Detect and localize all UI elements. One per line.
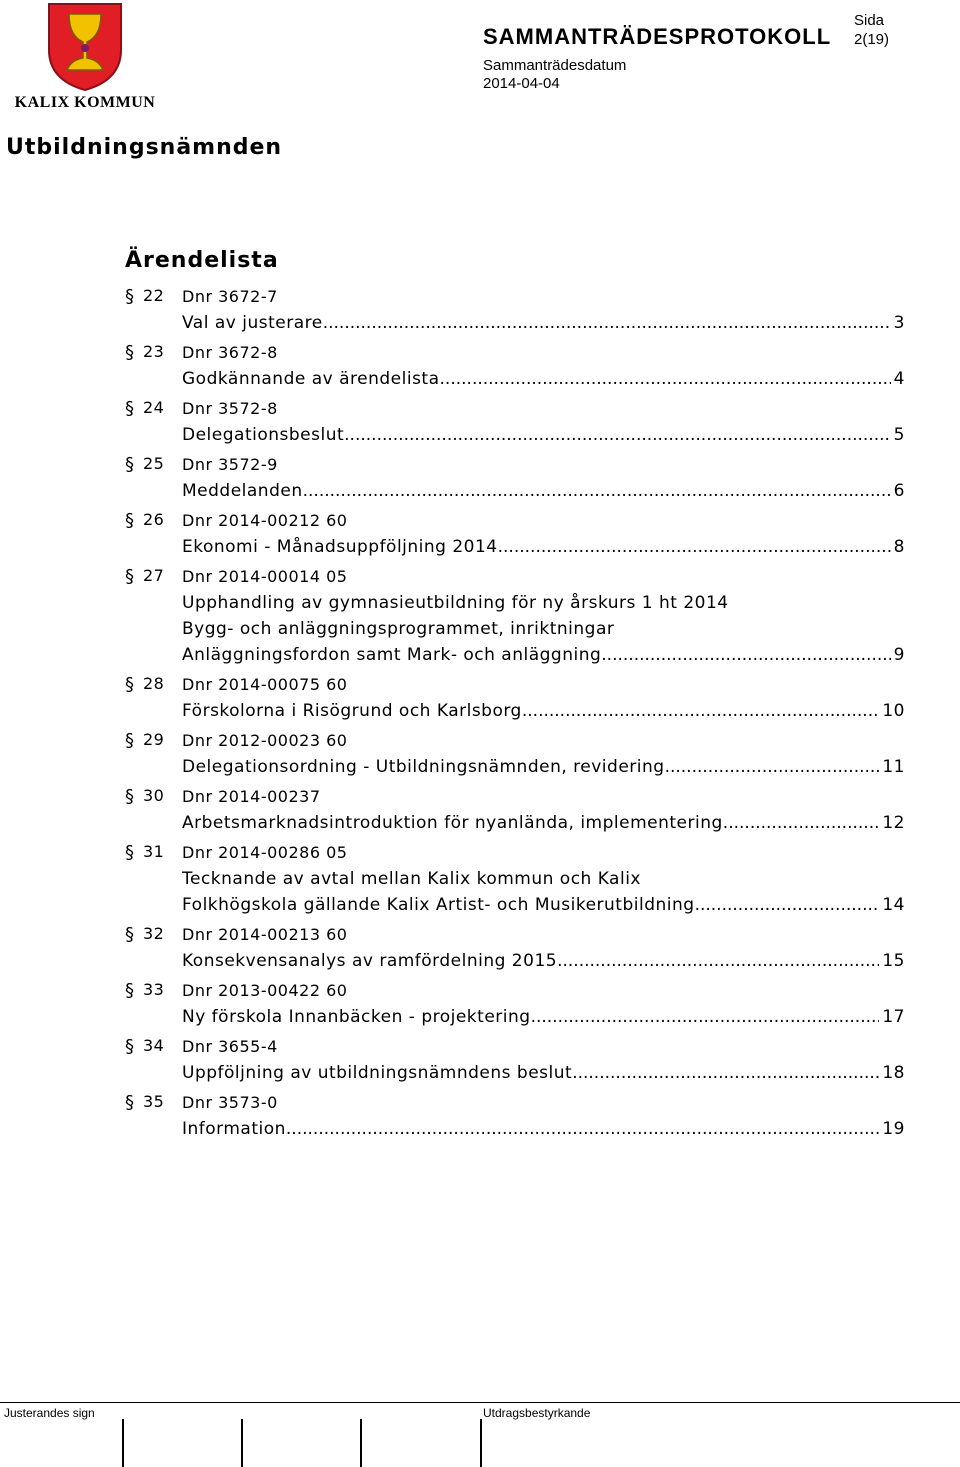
section-symbol: § (125, 1036, 135, 1057)
agenda-item-title-row (182, 310, 905, 336)
agenda-item-title: Arbetsmarknadsintroduktion för nyanlända, implementering (182, 813, 723, 833)
agenda-item-dnr: Dnr 2014-00212 60 (182, 511, 348, 530)
agenda-item-number: 31 (143, 842, 165, 861)
dot-leader (286, 1116, 879, 1142)
agenda-item (125, 672, 905, 724)
certification-label: Utdragsbestyrkande (483, 1406, 591, 1420)
agenda-item-title-row (182, 810, 905, 836)
agenda-item (125, 728, 905, 780)
section-symbol: § (125, 980, 135, 1001)
agenda-item-page: 19 (882, 1119, 905, 1139)
agenda-item-title: Anläggningsfordon samt Mark- och anläggning (182, 645, 602, 665)
section-symbol: § (125, 674, 135, 695)
dot-leader (303, 478, 891, 504)
agenda-heading: Ärendelista (125, 248, 279, 273)
agenda-item-title: Tecknande av avtal mellan Kalix kommun och Kalix (182, 869, 641, 889)
municipality-name: KALIX KOMMUN (14, 94, 156, 111)
dot-leader (723, 810, 880, 836)
agenda-item-dnr: Dnr 2013-00422 60 (182, 981, 348, 1000)
agenda-item-number: 25 (143, 454, 165, 473)
page-number: 2(19) (854, 31, 890, 48)
agenda-item-title-row (182, 698, 905, 724)
agenda-item (125, 452, 905, 504)
agenda-item (125, 284, 905, 336)
page-label: Sida (854, 12, 885, 29)
agenda-item-title: Delegationsbeslut (182, 425, 345, 445)
agenda-item-page: 3 (893, 313, 905, 333)
agenda-item-title-row (182, 422, 905, 448)
agenda-item-dnr: Dnr 3655-4 (182, 1037, 278, 1056)
document-title: SAMMANTRÄDESPROTOKOLL (483, 24, 832, 49)
section-symbol: § (125, 286, 135, 307)
signature-box-divider (480, 1419, 482, 1467)
section-symbol: § (125, 510, 135, 531)
dot-leader (665, 754, 880, 780)
agenda-item-page: 4 (893, 369, 905, 389)
dot-leader (572, 1060, 879, 1086)
agenda-item-number: 32 (143, 924, 165, 943)
signature-box-divider (360, 1419, 362, 1467)
agenda-item (125, 508, 905, 560)
meeting-date: 2014-04-04 (483, 75, 560, 92)
agenda-item-dnr: Dnr 2012-00023 60 (182, 731, 348, 750)
agenda-item-page: 9 (893, 645, 905, 665)
agenda-item (125, 1034, 905, 1086)
agenda-item-dnr: Dnr 2014-00286 05 (182, 843, 348, 862)
signature-box-divider (122, 1419, 124, 1467)
agenda-item (125, 1090, 905, 1142)
agenda-item-title-row (182, 366, 905, 392)
agenda-item-title-row (182, 754, 905, 780)
dot-leader (522, 698, 880, 724)
signature-box-divider (241, 1419, 243, 1467)
meeting-date-label: Sammanträdesdatum (483, 57, 627, 74)
agenda-item-page: 12 (882, 813, 905, 833)
agenda-item-title-row (182, 1060, 905, 1086)
dot-leader (323, 310, 891, 336)
agenda-item (125, 564, 905, 668)
agenda-item-title: Ekonomi - Månadsuppföljning 2014 (182, 537, 498, 557)
section-symbol: § (125, 1092, 135, 1113)
agenda-item-title-row (182, 1004, 905, 1030)
signature-footer (0, 1402, 960, 1467)
agenda-item-title: Val av justerare (182, 313, 323, 333)
dot-leader (498, 534, 891, 560)
agenda-item-dnr: Dnr 3573-0 (182, 1093, 278, 1112)
agenda-item-page: 8 (893, 537, 905, 557)
agenda-item-page: 17 (882, 1007, 905, 1027)
agenda-item-number: 28 (143, 674, 165, 693)
agenda-item-page: 5 (893, 425, 905, 445)
agenda-list (125, 284, 905, 1146)
agenda-item (125, 784, 905, 836)
agenda-item-page: 14 (882, 895, 905, 915)
agenda-item-dnr: Dnr 2014-00237 (182, 787, 321, 806)
dot-leader (557, 948, 879, 974)
agenda-item (125, 978, 905, 1030)
agenda-item-title: Information (182, 1119, 286, 1139)
agenda-item-page: 15 (882, 951, 905, 971)
agenda-item-title: Uppföljning av utbildningsnämndens beslut (182, 1063, 573, 1083)
agenda-item-title: Godkännande av ärendelista (182, 369, 440, 389)
section-symbol: § (125, 786, 135, 807)
agenda-item-title: Bygg- och anläggningsprogrammet, inriktningar (182, 619, 615, 639)
agenda-item-title-row (182, 948, 905, 974)
agenda-item-number: 30 (143, 786, 165, 805)
section-symbol: § (125, 398, 135, 419)
agenda-item-number: 26 (143, 510, 165, 529)
section-symbol: § (125, 566, 135, 587)
dot-leader (440, 366, 891, 392)
section-symbol: § (125, 454, 135, 475)
agenda-item-title-row (182, 534, 905, 560)
agenda-item-number: 23 (143, 342, 165, 361)
agenda-item-page: 18 (882, 1063, 905, 1083)
municipality-logo (10, 2, 160, 110)
agenda-item-number: 29 (143, 730, 165, 749)
agenda-item-number: 33 (143, 980, 165, 999)
agenda-item-title: Ny förskola Innanbäcken - projektering (182, 1007, 531, 1027)
signature-label: Justerandes sign (4, 1406, 95, 1420)
agenda-item (125, 840, 905, 918)
agenda-item-number: 27 (143, 566, 165, 585)
agenda-item-title: Meddelanden (182, 481, 303, 501)
agenda-item-title: Konsekvensanalys av ramfördelning 2015 (182, 951, 558, 971)
agenda-item-title: Delegationsordning - Utbildningsnämnden, revidering (182, 757, 665, 777)
agenda-item-page: 11 (882, 757, 905, 777)
dot-leader (695, 892, 880, 918)
dot-leader (344, 422, 891, 448)
agenda-item (125, 340, 905, 392)
section-symbol: § (125, 924, 135, 945)
agenda-item-title-row (182, 642, 905, 668)
agenda-item-dnr: Dnr 3672-8 (182, 343, 278, 362)
agenda-item-page: 10 (882, 701, 905, 721)
section-symbol: § (125, 342, 135, 363)
agenda-item-number: 24 (143, 398, 165, 417)
section-symbol: § (125, 730, 135, 751)
agenda-item (125, 396, 905, 448)
kalix-coat-of-arms-icon (47, 2, 123, 92)
agenda-item-page: 6 (893, 481, 905, 501)
agenda-item-title: Upphandling av gymnasieutbildning för ny årskurs 1 ht 2014 (182, 593, 729, 613)
agenda-item-title-row (182, 1116, 905, 1142)
agenda-item-dnr: Dnr 3672-7 (182, 287, 278, 306)
agenda-item-title-row (182, 892, 905, 918)
agenda-item-dnr: Dnr 3572-8 (182, 399, 278, 418)
agenda-item-number: 22 (143, 286, 165, 305)
agenda-item-number: 35 (143, 1092, 165, 1111)
committee-name: Utbildningsnämnden (6, 135, 283, 160)
agenda-item-number: 34 (143, 1036, 165, 1055)
agenda-item-dnr: Dnr 2014-00213 60 (182, 925, 348, 944)
dot-leader (601, 642, 890, 668)
agenda-item-title: Folkhögskola gällande Kalix Artist- och Musikerutbildning (182, 895, 695, 915)
agenda-item-title: Förskolorna i Risögrund och Karlsborg (182, 701, 522, 721)
agenda-item-title-row (182, 478, 905, 504)
agenda-item (125, 922, 905, 974)
dot-leader (531, 1004, 880, 1030)
agenda-item-dnr: Dnr 2014-00075 60 (182, 675, 348, 694)
section-symbol: § (125, 842, 135, 863)
agenda-item-dnr: Dnr 2014-00014 05 (182, 567, 348, 586)
agenda-item-dnr: Dnr 3572-9 (182, 455, 278, 474)
